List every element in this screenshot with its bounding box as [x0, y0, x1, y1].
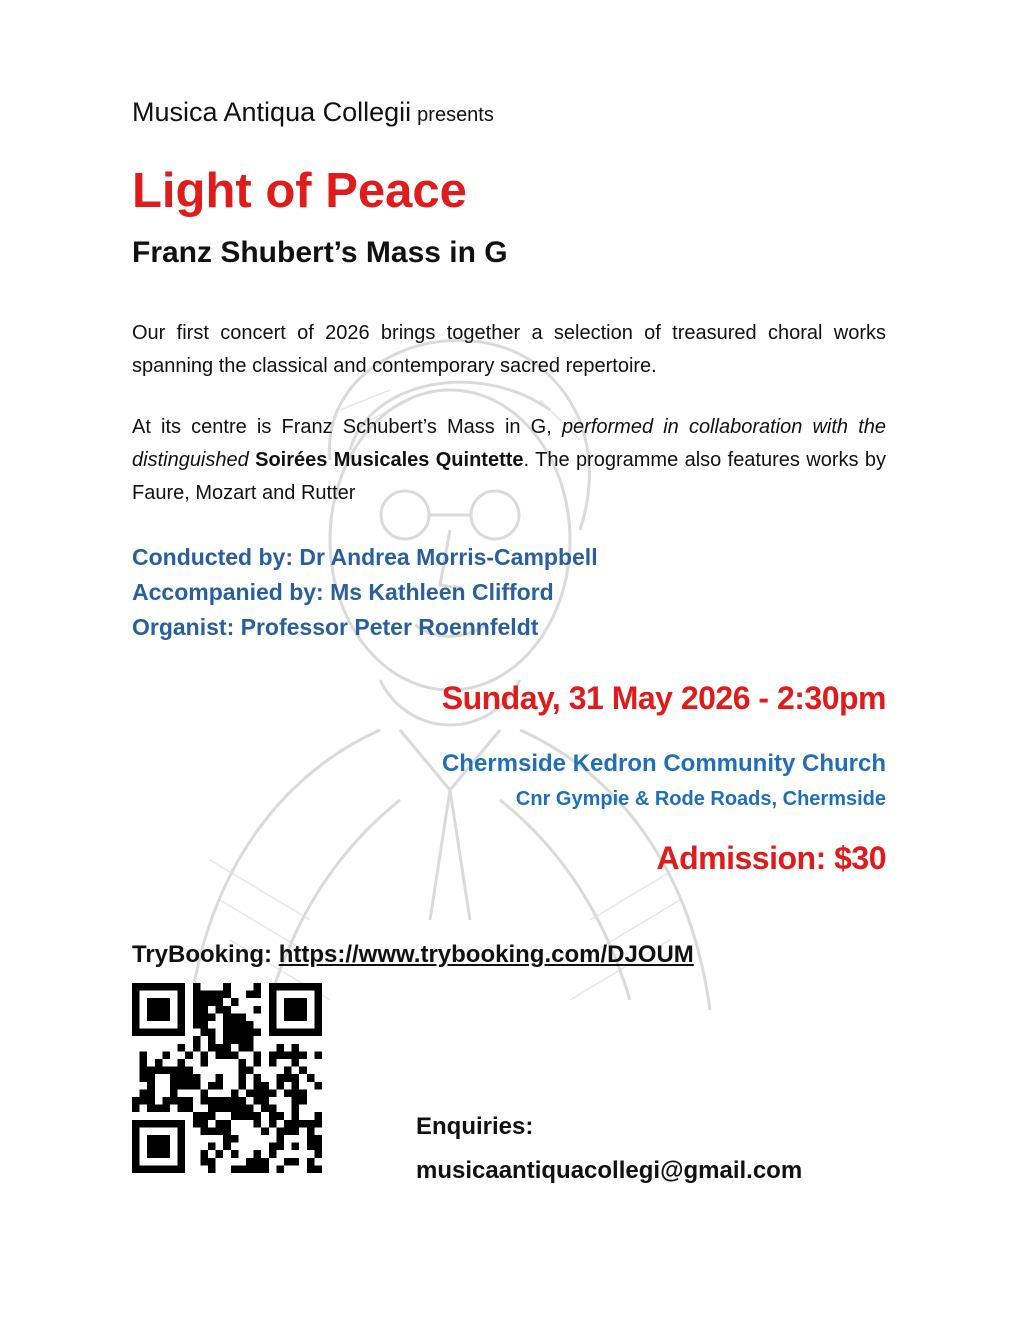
- presents-label: presents: [417, 104, 494, 126]
- programme-intro: At its centre is Franz Schubert’s Mass in G,: [132, 416, 552, 438]
- booking-line: [132, 941, 694, 969]
- qr-code-image[interactable]: [132, 983, 322, 1173]
- conductor-credit: Conducted by: Dr Andrea Morris-Campbell: [132, 544, 598, 570]
- composer-portrait-image: [150, 300, 750, 1010]
- presenter-line: [132, 97, 494, 128]
- concert-subtitle: Franz Shubert’s Mass in G: [132, 236, 508, 269]
- admission-price: Admission: $30: [656, 840, 886, 876]
- programme-rest: . The programme also features works by Faure, Mozart and Rutter: [132, 449, 886, 504]
- enquiries-block: [416, 1105, 802, 1193]
- organisation-name: Musica Antiqua Collegii: [132, 97, 412, 127]
- event-date-time: Sunday, 31 May 2026 - 2:30pm: [441, 680, 886, 716]
- enquiries-email[interactable]: musicaantiquacollegi@gmail.com: [416, 1157, 803, 1184]
- programme-paragraph: [132, 411, 886, 510]
- performer-credits: [132, 540, 598, 645]
- enquiries-label: Enquiries:: [416, 1113, 534, 1140]
- ensemble-name: Soirées Musicales Quintette: [255, 449, 524, 471]
- concert-title: Light of Peace: [132, 164, 467, 218]
- programme-collab-text: performed in collaboration with the distinguished: [132, 416, 886, 471]
- organist-credit: Organist: Professor Peter Roennfeldt: [132, 614, 539, 640]
- event-venue: Chermside Kedron Community Church: [441, 750, 886, 777]
- booking-link[interactable]: https://www.trybooking.com/DJOUM: [278, 941, 694, 968]
- accompanist-credit: Accompanied by: Ms Kathleen Clifford: [132, 579, 554, 605]
- event-address: Cnr Gympie & Rode Roads, Chermside: [515, 788, 886, 810]
- intro-paragraph: Our first concert of 2026 brings together a selection of treasured choral works spanning the classical and contemporary sacred repertoire.: [132, 322, 886, 377]
- booking-label: TryBooking:: [132, 941, 273, 968]
